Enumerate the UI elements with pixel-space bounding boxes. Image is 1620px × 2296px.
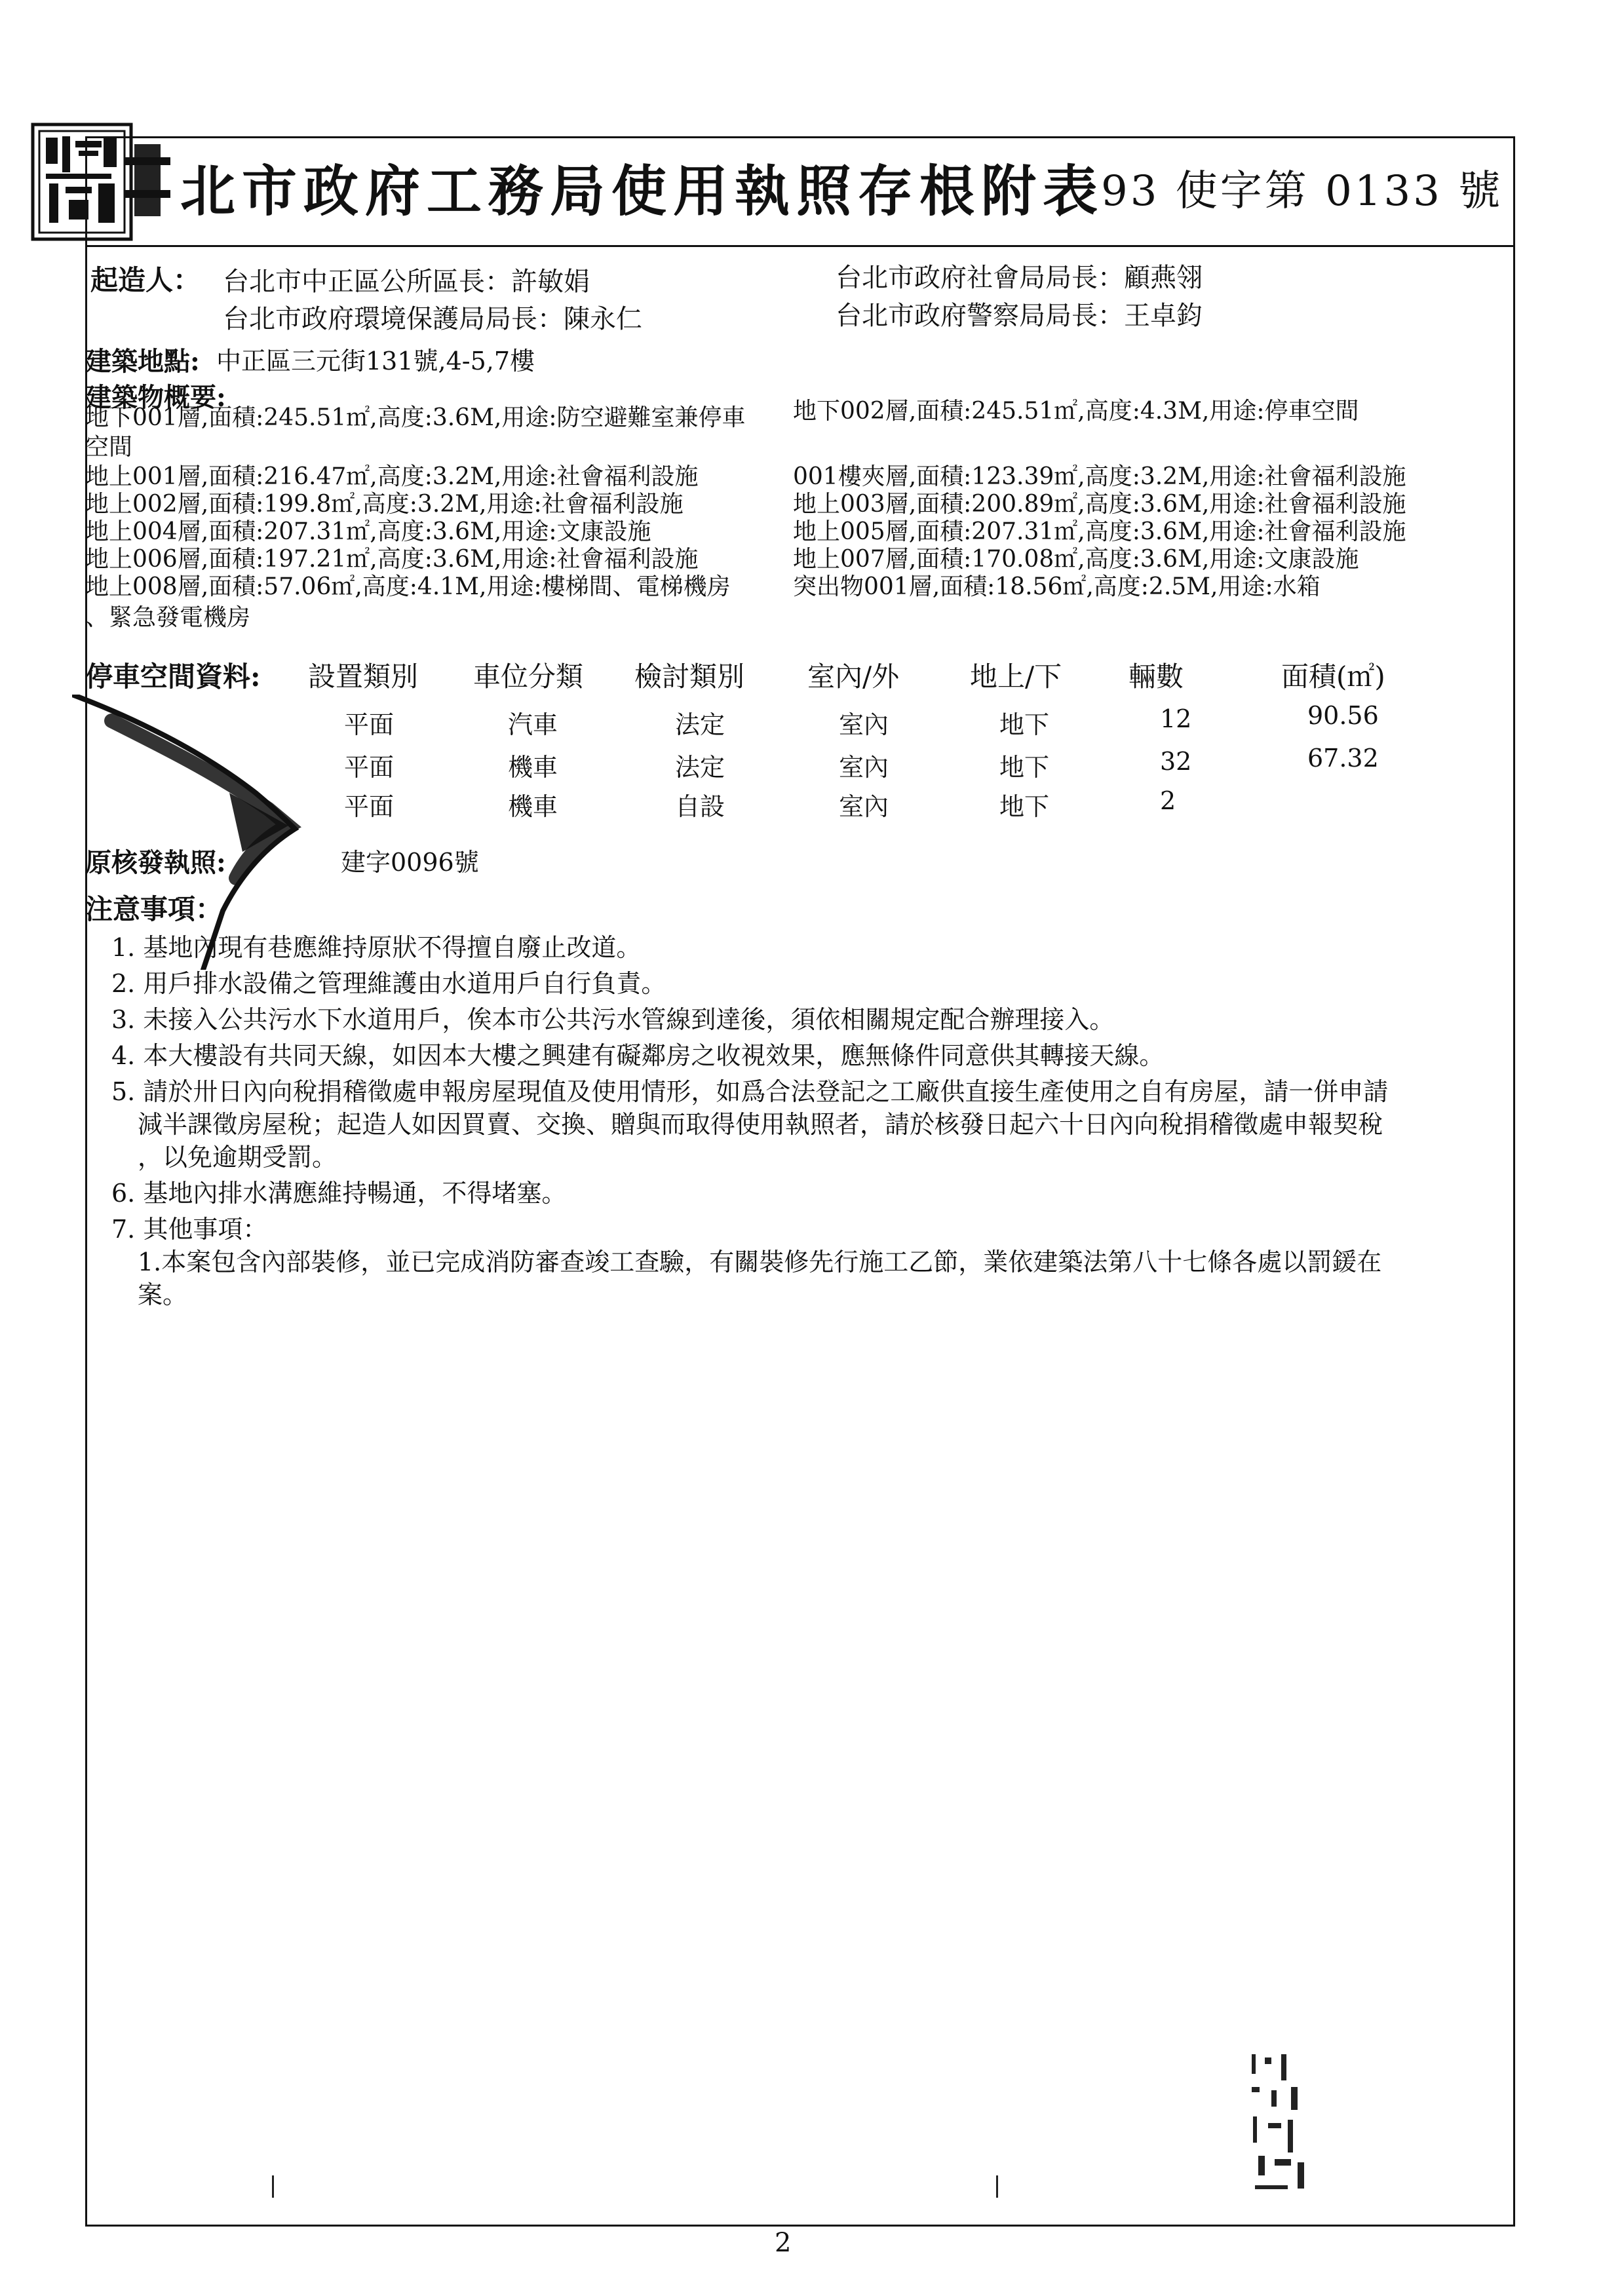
parking-r1-level: 地下 [999,710,1050,739]
margin-tick-left [272,2175,274,2198]
parking-r2-indoor: 室內 [839,753,889,782]
floor-6f: 地上006層,面積:197.21㎡,高度:3.6M,用途:社會福利設施 [85,546,699,573]
parking-header-review: 檢討類別 [634,660,745,693]
parking-r1-setup: 平面 [344,710,395,739]
overview-label: 建築物概要: [85,382,226,413]
parking-r1-class: 汽車 [508,710,558,739]
parking-header-indoor: 室內/外 [807,660,900,693]
parking-r2-count: 32 [1160,747,1192,776]
floor-8f: 地上008層,面積:57.06㎡,高度:4.1M,用途:樓梯間、電梯機房 [85,573,731,600]
parking-r2-area: 67.32 [1307,744,1379,773]
parking-r1-indoor: 室內 [839,710,889,739]
note-7-item-1-cont: 案。 [138,1280,188,1309]
original-permit-label: 原核發執照: [85,847,226,878]
parking-header-class: 車位分類 [473,660,584,693]
builder-line-4: 台北市政府警察局局長：王卓鈞 [836,301,1203,331]
builder-label: 起造人： [90,264,201,296]
builder-line-1: 台北市中正區公所區長：許敏娟 [223,267,590,297]
parking-header-count: 輛數 [1128,660,1184,693]
parking-header-setup: 設置類別 [308,660,419,693]
parking-r1-review: 法定 [675,710,725,739]
header-divider [85,245,1515,247]
note-2: 2. 用戶排水設備之管理維護由水道用戶自行負責。 [111,969,666,998]
floor-4f: 地上004層,面積:207.31㎡,高度:3.6M,用途:文康設施 [85,518,651,545]
note-1: 1. 基地內現有巷應維持原狀不得擅自廢止改道。 [111,933,642,962]
floor-5f: 地上005層,面積:207.31㎡,高度:3.6M,用途:社會福利設施 [793,518,1406,545]
permit-number: 93 使字第 0133 號 [1101,167,1503,216]
margin-tick-center [996,2175,998,2198]
site-label: 建築地點: [85,346,200,377]
parking-r3-count: 2 [1160,786,1176,815]
floor-b1: 地下001層,面積:245.51㎡,高度:3.6M,用途:防空避難室兼停車 [85,404,746,431]
handwritten-check-mark [72,695,347,970]
floor-rooftop: 突出物001層,面積:18.56㎡,高度:2.5M,用途:水箱 [793,573,1321,600]
note-3: 3. 未接入公共污水下水道用戶，俟本市公共污水管線到達後，須依相關規定配合辦理接入。 [111,1005,1115,1034]
site-address: 中正區三元街131號,4-5,7樓 [216,347,535,375]
parking-r3-review: 自設 [675,792,725,821]
official-seal-stamp [26,118,183,249]
note-5: 5. 請於卅日內向稅捐稽徵處申報房屋現值及使用情形，如爲合法登記之工廠供直接生產使用之自有房屋，請一併申請 [111,1077,1389,1106]
note-4: 4. 本大樓設有共同天線，如因本大樓之興建有礙鄰房之收視效果，應無條件同意供其轉接天線。 [111,1041,1165,1070]
note-6: 6. 基地內排水溝應維持暢通，不得堵塞。 [111,1179,567,1208]
side-stamp-marks [1245,2051,1317,2202]
floor-7f: 地上007層,面積:170.08㎡,高度:3.6M,用途:文康設施 [793,546,1359,573]
builder-line-2: 台北市政府社會局局長：顧燕翎 [836,263,1203,293]
parking-header-level: 地上/下 [970,660,1062,693]
notes-label: 注意事項： [85,893,223,925]
parking-r2-class: 機車 [508,753,558,782]
parking-header-area: 面積(㎡) [1281,660,1385,693]
floor-3f: 地上003層,面積:200.89㎡,高度:3.6M,用途:社會福利設施 [793,491,1406,518]
floor-1f: 地上001層,面積:216.47㎡,高度:3.2M,用途:社會福利設施 [85,463,699,490]
parking-r3-level: 地下 [999,792,1050,821]
parking-r3-class: 機車 [508,792,558,821]
page-number: 2 [775,2228,792,2258]
note-5-cont-1: 減半課徵房屋稅；起造人如因買賣、交換、贈與而取得使用執照者，請於核發日起六十日內向稅捐稽徵處申報契稅 [138,1110,1383,1139]
parking-r2-setup: 平面 [344,753,395,782]
builder-line-3: 台北市政府環境保護局局長：陳永仁 [223,304,642,334]
floor-b2: 地下002層,面積:245.51㎡,高度:4.3M,用途:停車空間 [793,398,1359,425]
floor-b1-cont: 空間 [85,434,133,461]
parking-r3-setup: 平面 [344,792,395,821]
parking-label: 停車空間資料: [85,660,261,693]
parking-r3-indoor: 室內 [839,792,889,821]
parking-r1-area: 90.56 [1307,701,1379,730]
original-permit-value: 建字0096號 [341,848,479,877]
parking-r2-level: 地下 [999,753,1050,782]
document-title: 北市政府工務局使用執照存根附表 [180,159,1105,223]
floor-2f: 地上002層,面積:199.8㎡,高度:3.2M,用途:社會福利設施 [85,491,684,518]
note-7-item-1: 1.本案包含內部裝修，並已完成消防審查竣工查驗，有關裝修先行施工乙節，業依建築法第八十七條各處以罰鍰在 [138,1248,1382,1276]
parking-r2-review: 法定 [675,753,725,782]
floor-8f-cont: 、緊急發電機房 [85,604,251,631]
note-5-cont-2: ，以免逾期受罰。 [138,1143,338,1172]
note-7: 7. 其他事項： [111,1215,268,1244]
parking-r1-count: 12 [1160,704,1192,733]
floor-1f-mezz: 001樓夾層,面積:123.39㎡,高度:3.2M,用途:社會福利設施 [793,463,1406,490]
